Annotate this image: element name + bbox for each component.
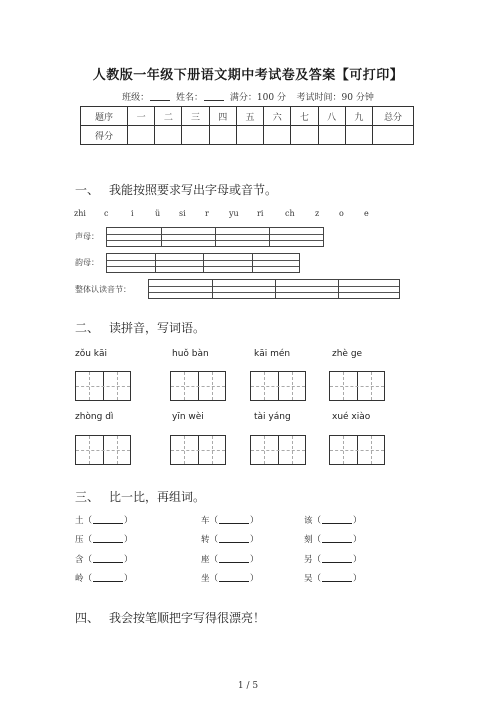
pinyin-label: zǒu kāi [75, 349, 108, 359]
section4-heading [75, 609, 265, 626]
score-cell[interactable] [182, 126, 209, 145]
pinyin-label: zhòng dì [75, 412, 114, 422]
whole-syllable-label: 整体认读音节： [75, 285, 131, 294]
header-cell: 八 [318, 107, 345, 126]
score-cell[interactable] [236, 126, 263, 145]
section3-heading [75, 488, 205, 505]
pinyin-label: kāi mén [254, 349, 291, 359]
score-cell[interactable] [345, 126, 372, 145]
pinyin-label: huǒ bàn [172, 349, 209, 359]
tianzige-box[interactable] [75, 371, 131, 401]
page-title: 人教版一年级下册语文期中考试卷及答案【可打印】 [92, 68, 404, 83]
name-blank [204, 92, 224, 101]
section-number: 二、 [75, 321, 100, 335]
word-item[interactable]: 坐（ ） [201, 574, 259, 584]
letter: e [364, 209, 369, 218]
finals-label: 韵母： [75, 258, 99, 267]
word-item[interactable]: 座（ ） [201, 555, 259, 565]
section1-heading [75, 181, 277, 198]
section2-heading [75, 319, 205, 336]
header-cell: 七 [291, 107, 318, 126]
tianzige-box[interactable] [250, 435, 306, 465]
header-cell: 一 [128, 107, 155, 126]
section-title: 我会按笔顺把字写得很漂亮！ [109, 611, 266, 625]
letter: ri [257, 209, 264, 218]
section-number: 四、 [75, 611, 100, 625]
score-cell[interactable] [373, 126, 414, 145]
score-cell[interactable] [264, 126, 291, 145]
section-title: 我能按照要求写出字母或音节。 [109, 183, 278, 197]
word-item[interactable]: 压（ ） [75, 535, 133, 545]
exam-time: 考试时间：90 分钟 [296, 93, 374, 103]
letter: si [179, 209, 186, 218]
pinyin-label: zhè ge [332, 349, 363, 359]
section-title: 读拼音，写词语。 [109, 321, 206, 335]
score-table-row [81, 126, 414, 145]
class-label: 班级： [122, 93, 150, 103]
letter: zhi [74, 209, 86, 218]
section-number: 一、 [75, 183, 100, 197]
whole-syllable-writing-lines[interactable] [148, 279, 400, 299]
tianzige-box[interactable] [75, 435, 131, 465]
letter: c [104, 209, 109, 218]
exam-info [0, 90, 496, 103]
tianzige-box[interactable] [170, 371, 226, 401]
section-title: 比一比，再组词。 [109, 490, 206, 504]
letter: z [315, 209, 320, 218]
tianzige-box[interactable] [250, 371, 306, 401]
full-score: 满分：100 分 [229, 93, 286, 103]
word-item[interactable]: 车（ ） [201, 516, 259, 526]
letter: yu [229, 209, 239, 218]
letter: o [339, 209, 344, 218]
header-cell: 五 [236, 107, 263, 126]
header-cell: 九 [345, 107, 372, 126]
initials-label: 声母： [75, 232, 99, 241]
pinyin-label: yīn wèi [172, 412, 204, 422]
score-cell[interactable] [318, 126, 345, 145]
page-indicator: 1 / 5 [237, 681, 259, 691]
letter: i [131, 209, 134, 218]
finals-writing-lines[interactable] [106, 253, 300, 273]
pinyin-label: xué xiào [332, 412, 371, 422]
word-item[interactable]: 岭（ ） [75, 574, 133, 584]
tianzige-box[interactable] [329, 371, 385, 401]
header-cell: 三 [182, 107, 209, 126]
score-cell[interactable] [291, 126, 318, 145]
name-label: 姓名： [176, 93, 204, 103]
header-cell: 六 [264, 107, 291, 126]
letter-list [0, 209, 496, 221]
class-blank [150, 92, 170, 101]
initials-writing-lines[interactable] [106, 227, 324, 247]
word-item[interactable]: 转（ ） [201, 535, 259, 545]
header-cell: 总分 [373, 107, 414, 126]
header-cell: 二 [155, 107, 182, 126]
score-cell[interactable] [209, 126, 236, 145]
score-cell[interactable] [155, 126, 182, 145]
letter: ü [155, 209, 161, 218]
word-item[interactable]: 吴（ ） [304, 574, 362, 584]
score-table-header [81, 107, 414, 126]
header-cell: 四 [209, 107, 236, 126]
section-number: 三、 [75, 490, 100, 504]
score-cell[interactable] [128, 126, 155, 145]
pinyin-label: tài yáng [254, 412, 291, 422]
letter: r [205, 209, 209, 218]
word-item[interactable]: 该（ ） [304, 516, 362, 526]
word-item[interactable]: 含（ ） [75, 555, 133, 565]
score-table [80, 106, 414, 145]
word-item[interactable]: 土（ ） [75, 516, 133, 526]
tianzige-box[interactable] [329, 435, 385, 465]
header-cell: 题序 [81, 107, 128, 126]
row-label: 得分 [81, 126, 128, 145]
word-item[interactable]: 另（ ） [304, 555, 362, 565]
word-item[interactable]: 刻（ ） [304, 535, 362, 545]
tianzige-box[interactable] [170, 435, 226, 465]
letter: ch [285, 209, 295, 218]
